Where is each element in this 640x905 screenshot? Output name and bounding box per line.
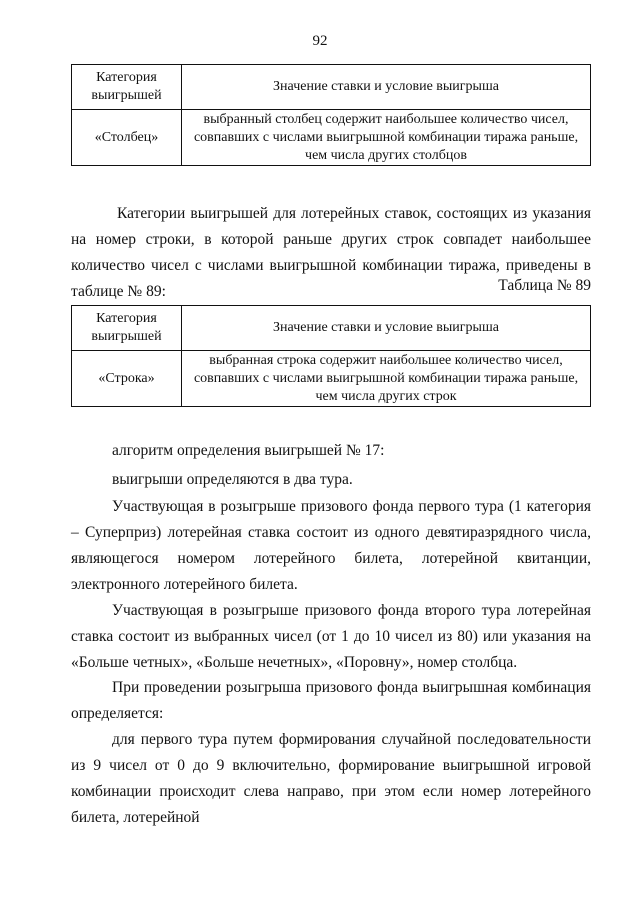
table-cell-category: «Столбец» bbox=[72, 110, 182, 166]
table-cell-condition: выбранный столбец содержит наибольшее количество чисел, совпавших с числами выигрышной комбинации тиража раньше, чем числа других столбцов bbox=[182, 110, 591, 166]
table-row bbox=[72, 351, 591, 407]
table-cell-condition: выбранная строка содержит наибольшее количество чисел, совпавших с числами выигрышной комбинации тиража раньше, чем числа других строк bbox=[182, 351, 591, 407]
table-header-row bbox=[72, 306, 591, 351]
table-row bbox=[72, 110, 591, 166]
table-header-category: Категория выигрышей bbox=[72, 65, 182, 110]
page-number: 92 bbox=[312, 33, 328, 49]
prize-category-table-row bbox=[71, 305, 591, 407]
table-header-condition: Значение ставки и условие выигрыша bbox=[182, 65, 591, 110]
paragraph-two-rounds: выигрыши определяются в два тура. bbox=[112, 471, 353, 488]
paragraph-intro: Категории выигрышей для лотерейных ставок, состоящих из указания на номер строки, в которой раньше других строк совпадет наибольшее количество чисел с числами выигрышной комбинации тиража, приведены в таблице № 89: bbox=[71, 205, 591, 300]
paragraph-combination: При проведении розыгрыша призового фонда выигрышная комбинация определяется: bbox=[71, 679, 591, 722]
paragraph-first-round-method: для первого тура путем формирования случайной последовательности из 9 чисел от 0 до 9 включительно, формирование выигрышной игровой комбинации происходит слева направо, при этом если номер лотерейного билета, лотерейной bbox=[71, 731, 591, 826]
paragraph-algorithm: алгоритм определения выигрышей № 17: bbox=[112, 442, 385, 459]
table-header-condition: Значение ставки и условие выигрыша bbox=[182, 306, 591, 351]
table-header-category: Категория выигрышей bbox=[72, 306, 182, 351]
paragraph-second-round: Участвующая в розыгрыше призового фонда второго тура лотерейная ставка состоит из выбранных чисел (от 1 до 10 чисел из 80) или указания на «Больше четных», «Больше нечетных», «Поровну», номер столбца. bbox=[71, 602, 591, 671]
prize-category-table-column bbox=[71, 64, 591, 166]
table-cell-category: «Строка» bbox=[72, 351, 182, 407]
table-caption: Таблица № 89 bbox=[498, 277, 591, 294]
paragraph-first-round: Участвующая в розыгрыше призового фонда первого тура (1 категория – Суперприз) лотерейная ставка состоит из одного девятиразрядного числа, являющегося номером лотерейного билета, лотерейной квитанции, электронного лотерейного билета. bbox=[71, 498, 591, 593]
table-header-row bbox=[72, 65, 591, 110]
